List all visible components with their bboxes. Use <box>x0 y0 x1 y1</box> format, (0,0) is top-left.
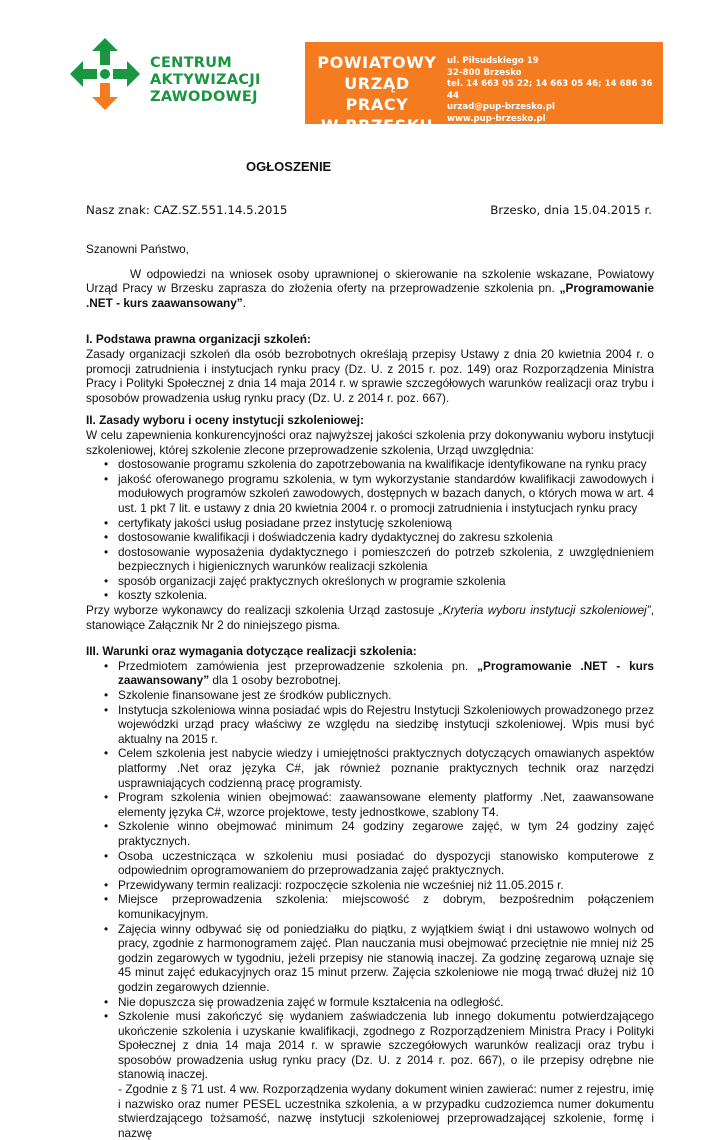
section-2-intro: W celu zapewnienia konkurencyjności oraz najwyższej jakości szkolenia przy dokonywaniu wyboru instytucji szkoleniowej, której szkolenie zlecone przeprowadzenie szkolenia, Urząd uwzględnia: <box>86 427 654 457</box>
list-item: • jakość oferowanego programu szkolenia, w tym wykorzystanie standardów kwalifikacji zawodowych i modułowych programów szkoleń zawodowych, dostępnych w bazach danych, o których mowa w art. 4 ust. 1 pkt 7 lit. e ustawy z dnia 20 kwietnia 2004 r. o promocji zatrudnienia i instytucjach rynku pracy <box>86 472 654 516</box>
arrows-logo-icon <box>70 38 140 110</box>
course-name: „Programowanie .NET - kurs zaawansowany” <box>118 658 654 688</box>
list-item: • Program szkolenia winien obejmować: zaawansowane elementy platformy .Net, zaawansowane elementy języka C#, wzorce projektowe, testy jednostkowe, szablony T4. <box>86 790 654 819</box>
office-contact <box>447 56 663 125</box>
list-item: • Osoba uczestnicząca w szkoleniu musi posiadać do dyspozycji stanowisko komputerowe z odpowiednim oprogramowaniem do przeprowadzania zajęć praktycznych. <box>86 849 654 878</box>
section-2-closing <box>86 603 654 632</box>
intro-end: . <box>242 295 246 310</box>
first-item-end: dla 1 osoby bezrobotnej. <box>209 673 341 688</box>
list-item: • koszty szkolenia. <box>86 588 654 603</box>
office-banner <box>305 42 663 135</box>
list-item: • dostosowanie wyposażenia dydaktycznego i pomieszczeń do potrzeb szkolenia, z uwzględnieniem bezpiecznych i higienicznych warunków realizacji szkolenia <box>86 545 654 574</box>
intro-text: W odpowiedzi na wniosek osoby uprawnionej o skierowanie na szkolenie wskazane, Powiatowy Urząd Pracy w Brzesku zaprasza do złożenia oferty na przeprowadzenie szkolenia pn. <box>86 266 654 296</box>
place-date: Brzesko, dnia 15.04.2015 r. <box>490 203 652 217</box>
logo-line: ZAWODOWEJ <box>150 89 258 105</box>
logo-text <box>150 55 261 106</box>
list-item: • Szkolenie musi zakończyć się wydaniem zaświadczenia lub innego dokumentu potwierdzającego ukończenie szkolenia i uzyskanie kwalifikacji, zgodnego z Rozporządzeniem Ministra Pracy i Polityki Społecznej z dnia 14 maja 2014 r. w sprawie szczegółowych warunków realizacji oraz trybu i sposobów prowadzenia usług rynku pracy (Dz. U. z 2014 r. poz. 667), o ile przepisy odrębne nie stanowią inaczej. <box>86 1009 654 1082</box>
address-street: ul. Piłsudskiego 19 <box>447 56 539 66</box>
letter-body <box>86 242 654 1140</box>
section-2-heading: II. Zasady wyboru i oceny instytucji szkoleniowej: <box>86 413 364 428</box>
office-name <box>317 52 437 136</box>
intro-paragraph <box>86 267 654 311</box>
logo-line: AKTYWIZACJI <box>150 72 261 88</box>
list-item: • Miejsce przeprowadzenia szkolenia: miejscowość z dobrym, bezpośrednim połączeniem komunikacyjnym. <box>86 892 654 921</box>
reference-number: Nasz znak: CAZ.SZ.551.14.5.2015 <box>86 203 288 217</box>
list-item: • sposób organizacji zajęć praktycznych określonych w programie szkolenia <box>86 574 654 589</box>
list-item: • Nie dopuszcza się prowadzenia zajęć w formule kształcenia na odległość. <box>86 995 654 1010</box>
greeting: Szanowni Państwo, <box>86 242 189 256</box>
phone-numbers: tel. 14 663 05 22; 14 663 05 46; 14 686 36 44 <box>447 79 653 101</box>
closing-end: , stanowiące Załącznik Nr 2 do niniejszego pisma. <box>86 603 654 632</box>
list-item: • Przewidywany termin realizacji: rozpoczęcie szkolenia nie wcześniej niż 11.05.2015 r. <box>86 878 654 893</box>
criteria-reference: „Kryteria wyboru instytucji szkoleniowej” <box>438 603 651 618</box>
section-3-heading: III. Warunki oraz wymagania dotyczące realizacji szkolenia: <box>86 644 417 659</box>
closing-text: Przy wyborze wykonawcy do realizacji szkolenia Urząd zastosuje <box>86 603 439 618</box>
criteria-list <box>86 457 654 603</box>
requirements-list <box>86 659 654 1082</box>
address-city: 32-800 Brzesko <box>447 67 522 78</box>
list-item: • Zajęcia winny odbywać się od poniedziałku do piątku, z wyjątkiem świąt i dni ustawowo wolnych od pracy, zgodnie z harmonogramem zajęć. Plan nauczania musi obejmować przeciętnie nie mniej niż 25 godzin zegarowych w tygodniu, jeżeli przepisy nie stanowią inaczej. Za godzinę zegarową uznaje się 45 minut zajęć edukacyjnych oraz 15 minut przerw. Zajęcia szkoleniowe nie mogą trwać dłużej niż 10 godzin zegarowych dziennie. <box>86 922 654 995</box>
office-line: URZĄD PRACY <box>344 74 410 114</box>
page-title: OGŁOSZENIE <box>246 159 332 174</box>
website-address: www.pup-brzesko.pl <box>447 113 546 124</box>
list-item <box>86 659 654 688</box>
office-line: W BRZESKU <box>320 116 434 135</box>
list-item: • Szkolenie winno obejmować minimum 24 godziny zegarowe zajęć, w tym 24 godziny zajęć praktycznych. <box>86 819 654 848</box>
logo-line: CENTRUM <box>150 55 233 71</box>
letterhead <box>0 0 724 135</box>
email-address: urzad@pup-brzesko.pl <box>447 102 555 112</box>
office-line: POWIATOWY <box>317 53 437 72</box>
list-item: • certyfikaty jakości usług posiadane przez instytucję szkoleniową <box>86 516 654 531</box>
list-item: • Szkolenie finansowane jest ze środków publicznych. <box>86 688 654 703</box>
list-item: • Celem szkolenia jest nabycie wiedzy i umiejętności praktycznych dotyczących omawianych aspektów platformy .Net oraz języka C#, jak również poznanie praktycznych technik oraz narzędzi usprawniających codzienną pracę programisty. <box>86 746 654 790</box>
section-1-text: Zasady organizacji szkoleń dla osób bezrobotnych określają przepisy Ustawy z dnia 20 kwietnia 2004 r. o promocji zatrudnienia i instytucjach rynku pracy (Dz. U. z 2015 r. poz. 149) oraz Rozporządzenia Ministra Pracy i Polityki Społecznej z dnia 14 maja 2014 r. w sprawie szczegółowych warunków realizacji oraz trybu i sposobów prowadzenia usług rynku pracy (Dz. U. z 2014 r. poz. 667). <box>86 346 654 405</box>
list-item: • Instytucja szkoleniowa winna posiadać wpis do Rejestru Instytucji Szkoleniowych prowadzonego przez wojewódzki urząd pracy właściwy ze względu na siedzibę instytucji szkoleniowej. Wpis musi być aktualny na 2015 r. <box>86 703 654 747</box>
document-contents-note: - Zgodnie z § 71 ust. 4 ww. Rozporządzenia wydany dokument winien zawierać: numer z rejestru, imię i nazwisko oraz numer PESEL uczestnika szkolenia, a w przypadku cudzoziemca numer dokumentu stwierdzającego tożsamość, nazwę instytucji szkoleniowej przeprowadzającej szkolenie, formę i nazwę <box>118 1082 654 1140</box>
course-name: „Programowanie .NET - kurs zaawansowany” <box>86 281 654 310</box>
list-item: • dostosowanie kwalifikacji i doświadczenia kadry dydaktycznej do zakresu szkolenia <box>86 530 654 545</box>
section-1-heading: I. Podstawa prawna organizacji szkoleń: <box>86 332 311 347</box>
list-item: • dostosowanie programu szkolenia do zapotrzebowania na kwalifikacje identyfikowane na rynku pracy <box>86 457 654 472</box>
first-item-text: Przedmiotem zamówienia jest przeprowadzenie szkolenia pn. <box>118 658 478 673</box>
